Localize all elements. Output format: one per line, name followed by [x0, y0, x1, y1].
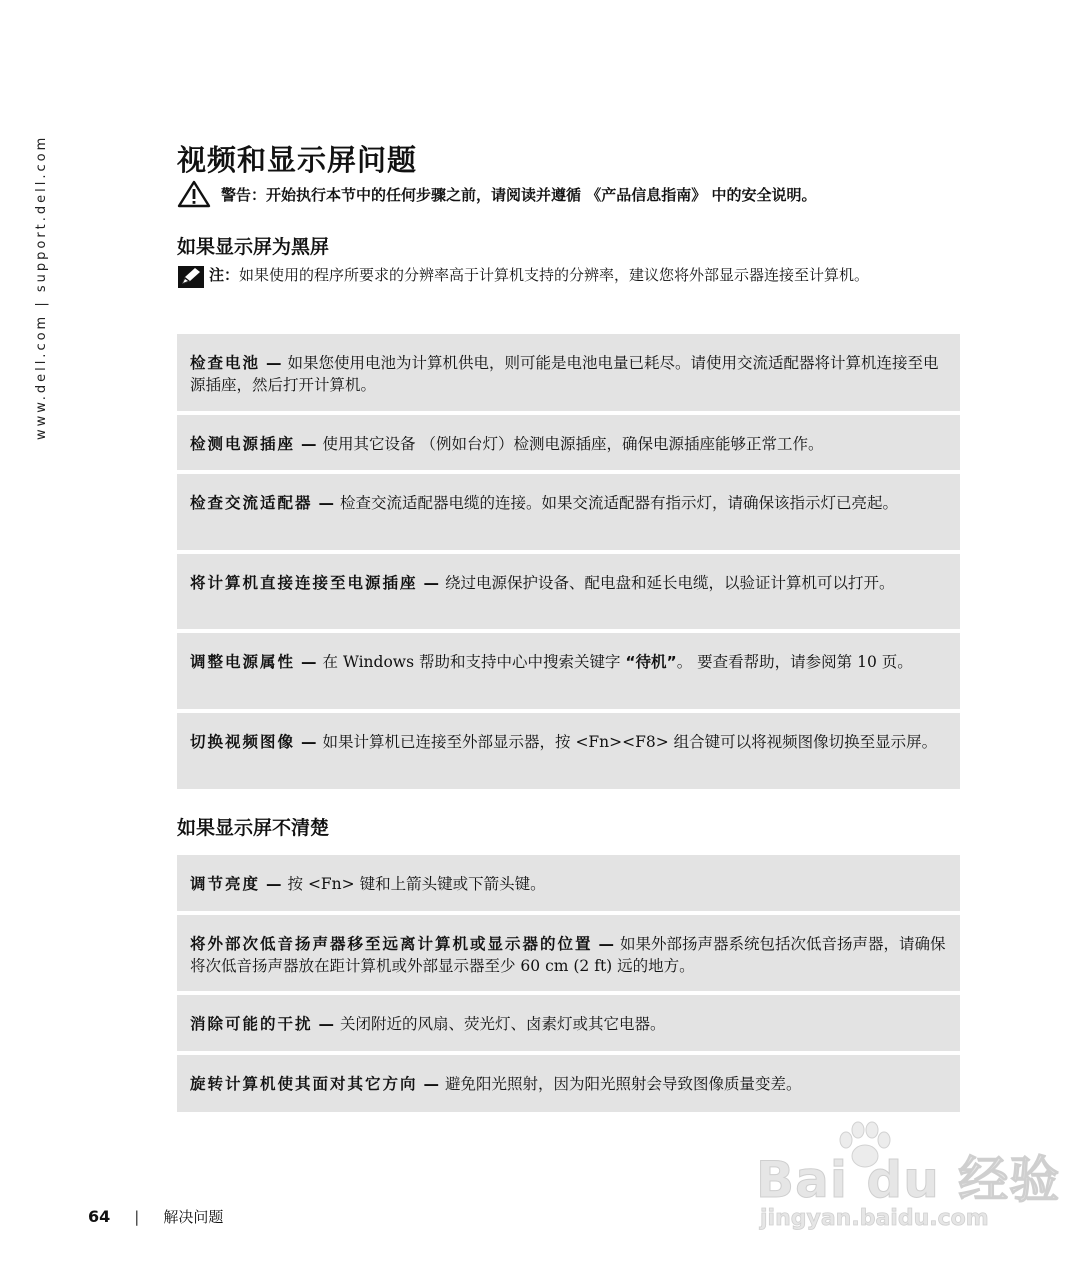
- warning-text: 警告：开始执行本节中的任何步骤之前，请阅读并遵循 《产品信息指南》 中的安全说明。: [221, 185, 817, 204]
- tip-dash: —: [423, 1075, 440, 1093]
- tip-dash: —: [598, 935, 615, 953]
- tip-eliminate-interference: [177, 995, 960, 1051]
- tip-dash: —: [423, 574, 440, 592]
- tip-dash: —: [318, 494, 335, 512]
- tip-dash: —: [266, 875, 282, 893]
- tip-description: 如果外部扬声器系统包括次低音扬声器，请确保将次低音扬声器放在距计算机或外部显示器至少 60 cm (2 ft) 远的地方。: [190, 935, 946, 975]
- tip-test-outlet: [177, 415, 960, 470]
- tip-check-battery: [177, 334, 960, 411]
- page-footer: [88, 1206, 223, 1227]
- note-pencil-icon: [177, 264, 209, 296]
- warning-notice: [177, 180, 816, 208]
- tip-term: 将计算机直接连接至电源插座: [190, 574, 418, 592]
- page-number: 64: [88, 1207, 111, 1226]
- watermark-brand: Bai du 经验: [756, 1151, 1061, 1209]
- tip-power-properties: [177, 633, 960, 709]
- tip-description: 绕过电源保护设备、配电盘和延长电缆，以验证计算机可以打开。: [445, 574, 895, 592]
- side-url: www.dell.com | support.dell.com: [34, 134, 49, 440]
- tip-term: 检测电源插座: [190, 435, 296, 453]
- tip-term: 检查电池: [190, 354, 261, 372]
- tip-description: 如果计算机已连接至外部显示器，按 <Fn><F8> 组合键可以将视频图像切换至显示屏。: [322, 733, 938, 751]
- tip-description-post: 。 要查看帮助，请参阅第 10 页。: [676, 653, 913, 671]
- page-title: 视频和显示屏问题: [177, 143, 418, 177]
- tip-description: 检查交流适配器电缆的连接。如果交流适配器有指示灯，请确保该指示灯已亮起。: [340, 494, 899, 512]
- tip-term: 消除可能的干扰: [190, 1015, 313, 1033]
- tip-dash: —: [301, 733, 317, 751]
- tip-check-ac-adapter: [177, 474, 960, 550]
- section-heading-unclear-screen: 如果显示屏不清楚: [177, 817, 330, 839]
- tip-term: 调节亮度: [190, 875, 261, 893]
- baidu-watermark: [756, 1120, 1061, 1240]
- tip-description: 关闭附近的风扇、荧光灯、卤素灯或其它电器。: [340, 1015, 666, 1033]
- tip-description: 使用其它设备 （例如台灯）检测电源插座，确保电源插座能够正常工作。: [322, 435, 824, 453]
- tip-dash: —: [301, 435, 317, 453]
- tip-term: 调整电源属性: [190, 653, 296, 671]
- tip-dash: —: [301, 653, 317, 671]
- tip-move-subwoofer: [177, 915, 960, 991]
- footer-separator: |: [134, 1207, 140, 1226]
- tip-term: 旋转计算机使其面对其它方向: [190, 1075, 418, 1093]
- tip-dash: —: [318, 1015, 335, 1033]
- tip-description: 避免阳光照射，因为阳光照射会导致图像质量变差。: [445, 1075, 802, 1093]
- note-text: [209, 264, 960, 296]
- warning-icon: [177, 180, 211, 208]
- tip-adjust-brightness: [177, 855, 960, 911]
- note-label: 注：: [209, 266, 240, 284]
- tip-direct-connect: [177, 554, 960, 629]
- tip-term: 检查交流适配器: [190, 494, 313, 512]
- note-body: 如果使用的程序所要求的分辨率高于计算机支持的分辨率，建议您将外部显示器连接至计算机。: [239, 266, 870, 284]
- note: [177, 264, 960, 296]
- tip-term: 将外部次低音扬声器移至远离计算机或显示器的位置: [190, 935, 593, 953]
- section-heading-black-screen: 如果显示屏为黑屏: [177, 236, 330, 258]
- tip-dash: —: [266, 354, 282, 372]
- tip-switch-video: [177, 713, 960, 789]
- tip-rotate-computer: [177, 1055, 960, 1112]
- tip-term: 切换视频图像: [190, 733, 296, 751]
- tip-description: 按 <Fn> 键和上箭头键或下箭头键。: [287, 875, 546, 893]
- tip-keyword: “待机”: [625, 653, 677, 671]
- watermark-url: jingyan.baidu.com: [760, 1206, 989, 1231]
- tip-description-pre: 在 Windows 帮助和支持中心中搜索关键字: [322, 653, 626, 671]
- tip-description: 如果您使用电池为计算机供电，则可能是电池电量已耗尽。请使用交流适配器将计算机连接至电源插座，然后打开计算机。: [190, 354, 939, 394]
- footer-section-title: 解决问题: [163, 1208, 224, 1226]
